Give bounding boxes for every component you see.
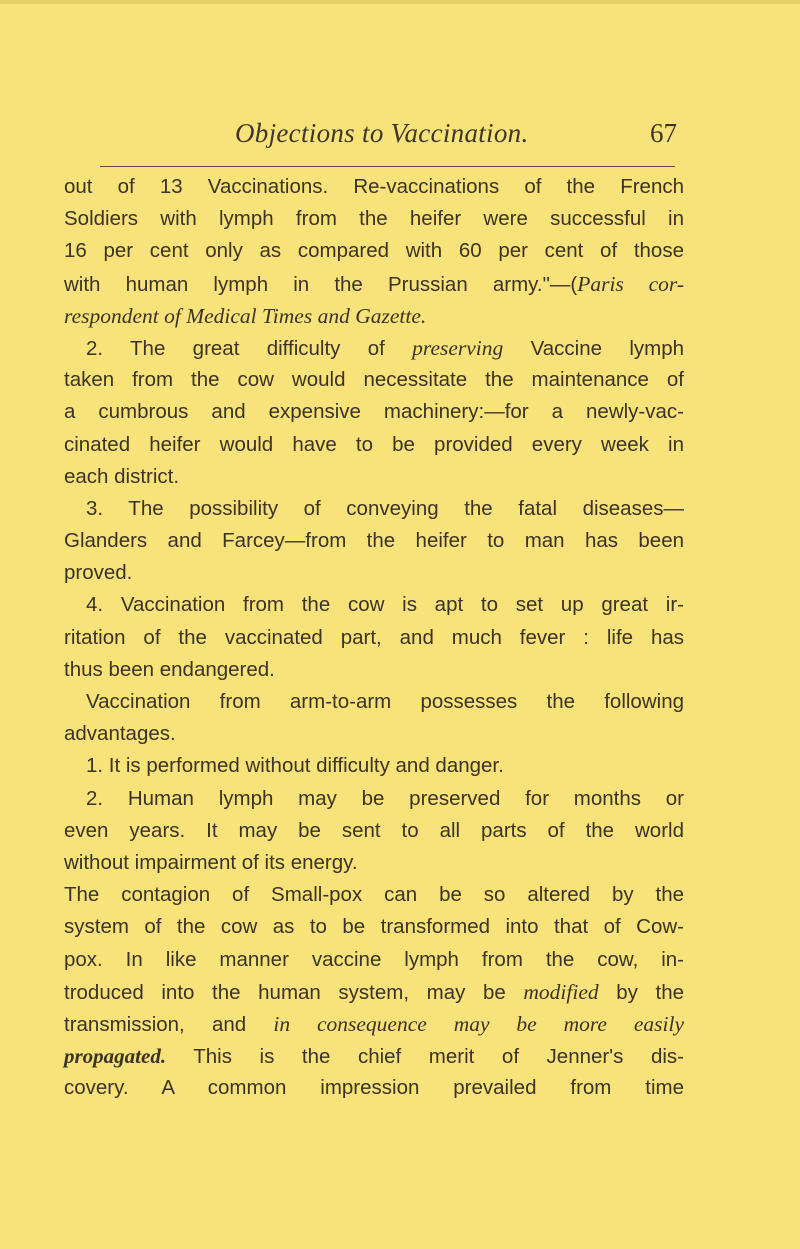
- text-line: 3. The possibility of conveying the fatal diseases—: [86, 496, 684, 520]
- text-line: advantages.: [64, 722, 176, 746]
- text-line: ritation of the vaccinated part, and much fever : life has: [64, 625, 684, 649]
- page-body: [64, 171, 684, 1104]
- text-line: proved.: [64, 561, 133, 585]
- running-title: Objections to Vaccination.: [235, 118, 529, 148]
- text-line: [64, 1008, 684, 1040]
- italic-citation: respondent of Medical Times and Gazette.: [64, 303, 427, 328]
- text-line: out of 13 Vaccinations. Re-vaccinations of the French: [64, 175, 684, 198]
- text-line: Soldiers with lymph from the heifer were successful in: [64, 207, 684, 231]
- italic-emphasis: preserving: [412, 335, 504, 360]
- text-run: 2. The great difficulty of: [86, 336, 413, 360]
- text-line: 16 per cent only as compared with 60 per cent of those: [64, 239, 684, 263]
- text-line: [64, 976, 684, 1008]
- running-head: [85, 118, 685, 156]
- header-rule: [100, 166, 675, 167]
- italic-emphasis: modified: [523, 979, 599, 1004]
- text-line: taken from the cow would necessitate the maintenance of: [64, 368, 684, 392]
- italic-citation: Paris cor-: [577, 271, 684, 296]
- text-line: system of the cow as to be transformed into that of Cow-: [64, 915, 684, 939]
- text-line: Vaccination from arm-to-arm possesses the following: [86, 690, 684, 713]
- text-line: [64, 268, 684, 300]
- text-line: 2. Human lymph may be preserved for months or: [86, 786, 684, 810]
- text-line: without impairment of its energy.: [64, 850, 358, 874]
- italic-emphasis: propagated.: [64, 1044, 167, 1069]
- text-run: with human lymph in the Prussian army."—(: [64, 272, 578, 296]
- text-line: each district.: [64, 464, 180, 488]
- text-line: pox. In like manner vaccine lymph from the cow, in-: [64, 947, 684, 971]
- text-run: transmission, and: [64, 1012, 274, 1036]
- text-line: thus been endangered.: [64, 657, 275, 681]
- text-line: [64, 332, 684, 364]
- page-top-edge: [0, 0, 800, 4]
- text-line: The contagion of Small-pox can be so altered by the: [64, 883, 684, 907]
- text-line: covery. A common impression prevailed from time: [64, 1076, 684, 1100]
- text-run: troduced into the human system, may be: [64, 980, 524, 1004]
- text-line: 1. It is performed without difficulty and danger.: [86, 754, 504, 778]
- text-line: a cumbrous and expensive machinery:—for a newly-vac-: [64, 400, 684, 424]
- text-line: [64, 1040, 684, 1072]
- text-line: cinated heifer would have to be provided every week in: [64, 432, 684, 456]
- text-line: Glanders and Farcey—from the heifer to man has been: [64, 529, 684, 553]
- text-line: 4. Vaccination from the cow is apt to set up great ir-: [86, 593, 684, 617]
- text-line: [64, 300, 684, 332]
- text-run: Vaccine lymph: [503, 336, 684, 360]
- page-number: 67: [650, 118, 677, 148]
- text-line: even years. It may be sent to all parts of the world: [64, 818, 684, 842]
- text-run: This is the chief merit of Jenner's dis-: [166, 1045, 684, 1069]
- text-run: by the: [598, 980, 684, 1004]
- italic-emphasis: in consequence may be more easily: [273, 1011, 684, 1036]
